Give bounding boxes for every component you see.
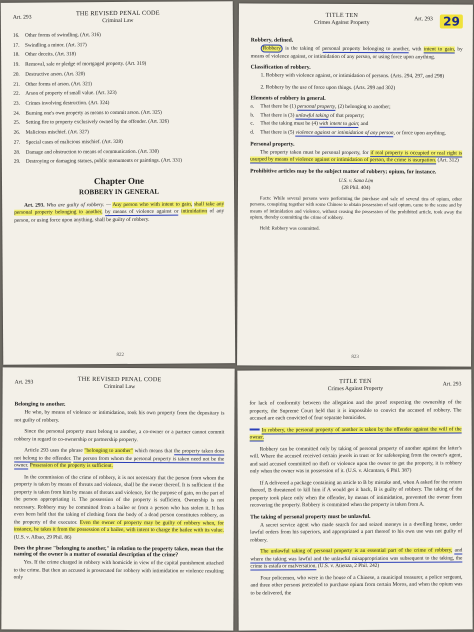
heading-belonging: Belonging to another. xyxy=(14,401,66,408)
page-header xyxy=(251,11,463,34)
underline-violence: by means of violence against or xyxy=(105,208,179,216)
title-ten: TITLE TEN xyxy=(339,377,372,386)
article-293-text xyxy=(14,201,224,225)
article-caption: Who are guilty of robbery. — xyxy=(46,201,111,209)
underline-estafa: and where the taking was lawful and the unlawful misappropriation was subsequent to the taking, the crime is estafa or malversation. xyxy=(250,547,463,570)
para-co-owner: Since the personal property must belong to another, a co-owner or a partner cannot commit robbery in regard to co-ownership or partnership property. xyxy=(14,428,225,443)
article-rest: of any person, or using force upon anything, shall be guilty of robbery. xyxy=(14,208,225,224)
list-item-text: Other forms of arson. (Art. 321) xyxy=(25,80,93,88)
heading-personal-property: Personal property. xyxy=(250,141,295,148)
book-subtitle: Criminal Law xyxy=(102,17,134,24)
underline-personal-property: personal property belonging to another xyxy=(322,45,409,53)
list-item-text: Destructive arson. (Art. 320) xyxy=(25,71,86,78)
element-letter: c. xyxy=(250,120,255,127)
list-item-text: Destroying or damaging statues, public monuments or paintings. (Art. 331) xyxy=(25,157,183,165)
heading-classification: Classification of robbery. xyxy=(250,64,311,71)
list-item-number: 21. xyxy=(13,81,20,88)
chapter-number: Chapter One xyxy=(93,175,145,187)
article-ref: Art. 293 xyxy=(442,381,462,388)
list-item xyxy=(13,70,223,79)
para-unlawful-taking: The unlawful taking of personal property is an essential part of the crime of robbery, and where the taking was lawful and the unlawful misappropriation was subsequent to the taking, the crime is estafa or malversation. (U.S. v. Atienza, 2 Phil. 242) xyxy=(250,547,463,570)
page-number: 822 xyxy=(116,352,124,359)
classification-2: 2. Robbery by the use of force upon things. (Arts. 299 and 302) xyxy=(260,84,396,91)
heading-unlawful-taking: The taking of personal property must be unlawful. xyxy=(250,513,371,521)
highlight-usurpation: if real property is occupied or real right is usurped by means of violence against or intimidation of person, the crime is usurpation. xyxy=(250,149,463,164)
highlight-owner-guilty: Even the owner of property may be guilty of robbery when, for instance, he takes it from the possession of a bailee, with intent to charge the bailee with its value. xyxy=(13,519,224,534)
page-header xyxy=(15,375,225,398)
list-item xyxy=(13,31,223,40)
list-item-text: Crimes involving destruction. (Art. 324) xyxy=(25,100,110,107)
highlight-essential-part: The unlawful taking of personal property is an essential part of the crime of robbery, xyxy=(260,547,453,555)
list-item-number: 29. xyxy=(13,159,21,166)
robbery-definition: Robbery is the taking of personal property belonging to another, with intent to gain, by means of violence against, or intimidation of any person, or using force upon anything. xyxy=(250,45,463,60)
element-letter: d. xyxy=(250,129,255,136)
article-number: Art. 293. xyxy=(24,202,45,209)
list-item xyxy=(13,109,223,118)
case-held: Held: Robbery was committed. xyxy=(259,226,320,233)
list-item-number: 25. xyxy=(13,120,21,127)
chapter-title: ROBBERY IN GENERAL xyxy=(79,187,160,197)
para-policemen: Four policemen, who were in the house of a Chinese, a municipal treasurer, a police sergeant, and three other persons pretended to purchase opium from certain Moros, and when the opium was to be delivered, the xyxy=(250,574,463,597)
classification-1: 1. Robbery with violence against, or intimidation of persons. (Arts. 294, 297, and 298) xyxy=(260,72,445,80)
list-item-text: Burning one's own property as means to commit arson. (Art. 325) xyxy=(25,109,162,117)
pen-mark-icon xyxy=(250,429,260,431)
page-header xyxy=(13,9,223,32)
list-item xyxy=(13,90,223,99)
list-item-text: Other deceits. (Art. 318) xyxy=(25,51,76,59)
para-continued: for lack of conformity between the allegation and the proof respecting the ownership of the property, the Supreme Court held that it is impossible to convict the accused of robbery. The accused are each convicted of four separate homicides. xyxy=(249,399,462,422)
highlight-intent-to-gain: intent to gain, xyxy=(423,46,456,53)
list-item-text: Malicious mischief. (Art. 327) xyxy=(25,129,89,136)
crime-list xyxy=(13,31,224,166)
article-ref: Art. 293 xyxy=(14,379,34,386)
para-commission: In the commission of the crime of robbery, it is not necessary that the person from whom the property is taken by means of threats and violence, shall be the owner thereof. It is sufficient if the property is taken from him by means of threats and violence, for the purpose of gain, on the part of the person appropriating it. The possession of the property is sufficient. Ownership is not necessary. Robbery may be committed from a bailee or from a person who has stolen it. It has even been held that the taking of clothing from the body of a dead person constitutes robbery, as the property of the executor. Even the owner of property may be guilty of robbery when, for instance, he takes it from the possession of a bailee, with intent to charge the bailee with its value. (U.S. v. Albao, 29 Phil. 86) xyxy=(13,474,225,541)
highlight-possession: Possession of the property is sufficient. xyxy=(29,462,113,470)
circled-robbery: Robbery xyxy=(261,45,283,53)
element-letter: b. xyxy=(250,112,255,119)
list-item-text: Swindling a minor. (Art. 317) xyxy=(25,41,87,49)
list-item-number: 27. xyxy=(13,139,21,146)
list-item xyxy=(14,128,224,137)
element-text: That there be (1) personal property, (2) belonging to another; xyxy=(260,103,391,111)
para-depositary: He who, by means of violence or intimidation, took his own property from the depositary is not guilty of robbery. xyxy=(14,409,225,424)
list-item-number: 18. xyxy=(13,52,20,59)
element-letter: a. xyxy=(250,103,255,110)
book-title: THE REVISED PENAL CODE xyxy=(75,9,160,18)
list-item-number: 26. xyxy=(13,129,21,136)
title-subtitle: Crimes Against Property xyxy=(327,385,384,392)
para-mistake: If A delivered a package containing an article to B by mistake and, when A asked for the return thereof, B threatened to kill him if A would get it back, B is guilty of robbery. The taking of the property took place only when the offender, by means of intimidation, prevented the owner from recovering the property. Robbery is committed when the property is taken from A. xyxy=(249,479,463,509)
list-item xyxy=(14,148,224,157)
case-citation: U.S. v. Sana Lim (28 Phil. 404) xyxy=(338,177,374,191)
heading-elements: Elements of robbery in general. xyxy=(250,95,326,102)
title-ten: TITLE TEN xyxy=(325,11,359,20)
list-item-text: Removal, sale or pledge of mortgaged property. (Art. 319) xyxy=(25,60,147,68)
list-item xyxy=(14,138,224,147)
highlight-intimidation: intimidation xyxy=(181,208,208,215)
list-item-text: Other forms of swindling. (Art. 316) xyxy=(24,32,101,39)
article-ref: Art. 293 xyxy=(12,14,32,21)
highlight-belonging: "belonging to another" xyxy=(84,447,134,455)
list-item-number: 24. xyxy=(13,110,21,117)
title-subtitle: Crimes Against Property xyxy=(314,19,370,26)
page-823 xyxy=(237,3,473,366)
sticky-tab-number: 29 xyxy=(440,14,463,28)
highlight-personal-property: shall take any personal property belonging to another, xyxy=(14,201,225,217)
heading-robbery-defined: Robbery, defined. xyxy=(250,37,294,44)
personal-property-text: The property taken must be personal property, for if real property is occupied or real right is usurped by means of violence against or intimidation of person, the crime is usurpation. (Art. 312) xyxy=(250,149,463,164)
list-item-text: Special cases of malicious mischief. (Art. 328) xyxy=(25,138,123,146)
list-item-number: 23. xyxy=(13,100,20,107)
element-item xyxy=(250,121,462,130)
highlight-intent: Any person who with intent to gain, xyxy=(112,201,193,208)
list-item-text: Arson of property of small value. (Art. 323) xyxy=(25,90,117,97)
page-header xyxy=(249,377,461,400)
book-title: THE REVISED PENAL CODE xyxy=(77,375,162,384)
list-item-text: Setting fire to property exclusively owned by the offender. (Art. 326) xyxy=(25,119,169,127)
para-secret-agent: A secret service agent who made search for and seized moneys in a dwelling house, under lawful orders from his superiors, and appropriated a part thereof to his own use was not guilty of robbery. xyxy=(250,521,463,544)
list-item xyxy=(13,51,223,60)
element-text: That there is (5) violence against or intimidation of any person, or force upon anything. xyxy=(260,129,446,137)
list-item-number: 16. xyxy=(12,32,20,39)
list-item xyxy=(14,158,224,167)
list-item xyxy=(13,80,223,89)
list-item-number: 17. xyxy=(13,42,20,49)
page-825 xyxy=(237,369,472,630)
list-item xyxy=(13,99,223,108)
list-item xyxy=(14,119,224,128)
para-in-robbery xyxy=(250,426,462,442)
highlight-against-will: In robbery, the personal property of another is taken by the offender against the will of the owner. xyxy=(249,425,462,441)
para-answer: Yes. If the crime charged in robbery with homicide in view of the capital punishment attached to the crime. But then an accused is prosecuted for robbery with intimidation or violence resulting only xyxy=(13,559,224,581)
article-ref: Art. 293 xyxy=(414,16,433,23)
case-facts: Facts: While several persons were performing the purchase and sale of several tins of opium, other persons, conspiring together with some Chinese to obtain possession of said opium, came to the scene and by means of intimidation and violence, without ceasing the possession of the prohibited article, took away the opium, thereby committing the crime of robbery. xyxy=(249,196,462,221)
para-alcantara: Robbery can be committed only by taking of personal property of another against the latter's will. Where the accused received certain jewels in trust or for safekeeping from the owner's agent, and said accused committed no theft or violence upon the owner to get the property, it is robbery only when the owner was in possession of it. (U.S. v. Alcantara, 6 Phil. 387) xyxy=(249,445,462,475)
list-item xyxy=(13,60,223,69)
heading-prohibitive-articles: Prohibitive articles may be the subject matter of robbery; opium, for instance. xyxy=(250,168,437,176)
list-item-number: 22. xyxy=(13,90,20,98)
page-number: 823 xyxy=(351,354,359,361)
question-heading: Does the phrase "belonging to another," in relation to the property taken, mean that the naming of the owner is a matter of essential description of the crime? xyxy=(13,545,224,559)
list-item-number: 20. xyxy=(13,71,20,78)
element-item xyxy=(250,104,462,113)
page-824 xyxy=(1,367,234,630)
list-item-number: 19. xyxy=(13,61,20,68)
page-822 xyxy=(1,1,236,365)
list-item-text: Damage and obstruction to means of communication. (Art. 330) xyxy=(25,148,159,156)
element-text: That the taking must be (4) with intent to gain; and xyxy=(260,120,369,128)
element-text: That there is (3) unlawful taking of that property; xyxy=(260,112,365,119)
list-item-number: 28. xyxy=(13,149,21,156)
element-item xyxy=(250,130,462,139)
list-item xyxy=(13,41,223,50)
para-belonging-phrase: Article 293 uses the phrase "belonging to another" which means that the property taken does not belong to the offender. The person from whom the personal property is taken need not be the owner. Possession of the property is sufficient. xyxy=(14,447,225,470)
elements-list xyxy=(250,104,462,139)
book-subtitle: Criminal Law xyxy=(103,383,136,390)
